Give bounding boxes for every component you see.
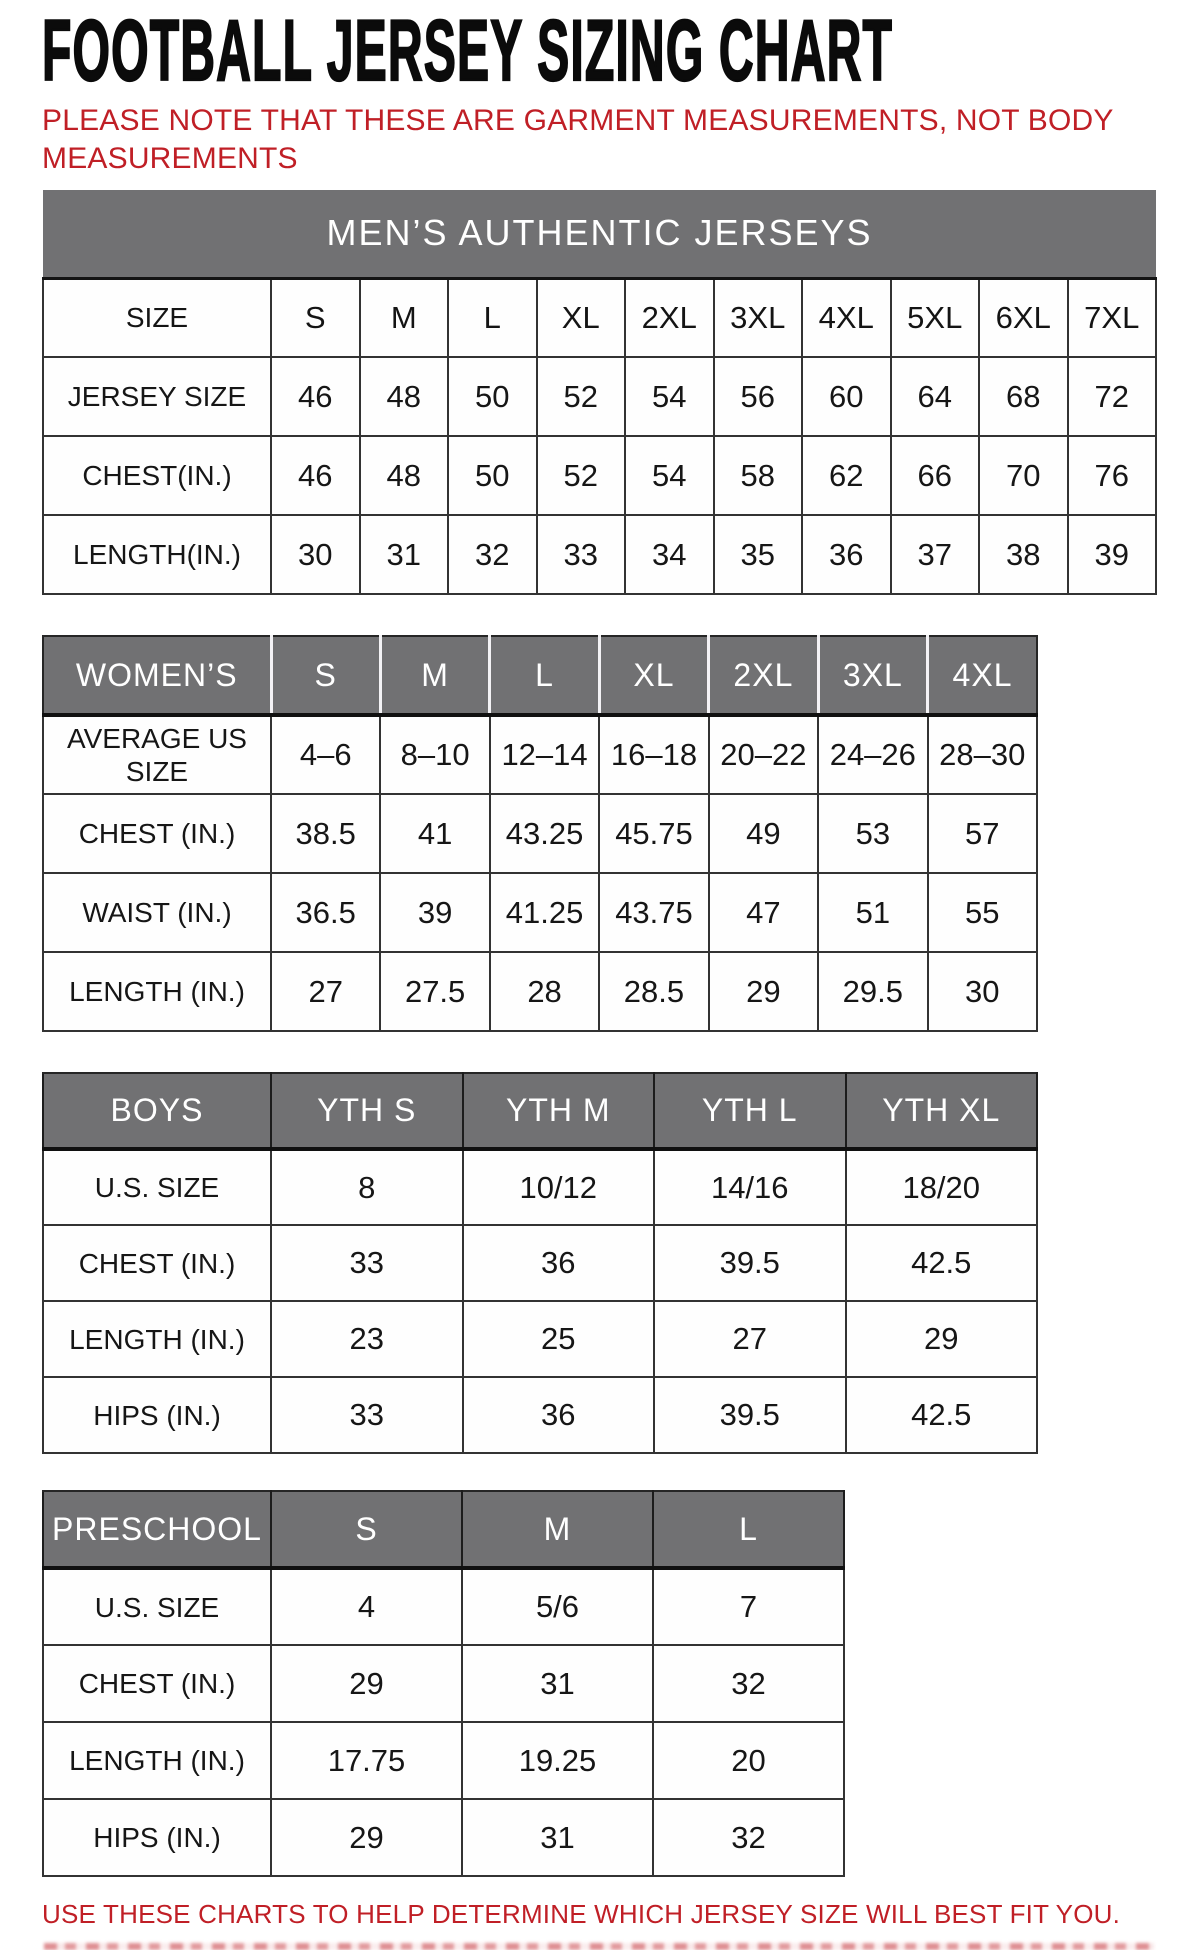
boys-value-cell: 39.5 — [654, 1225, 846, 1301]
mens-value-cell: 38 — [979, 515, 1068, 594]
boys-table-section — [42, 1072, 1158, 1454]
mens-value-cell: 64 — [891, 357, 980, 436]
sizing-chart-page — [0, 3, 1200, 1931]
boys-row-label: LENGTH (IN.) — [43, 1301, 271, 1377]
womens-column-header: 4XL — [928, 636, 1037, 715]
boys-value-cell: 36 — [463, 1377, 655, 1453]
womens-value-cell: 12–14 — [490, 715, 599, 794]
preschool-value-cell: 19.25 — [462, 1722, 653, 1799]
boys-value-cell: 8 — [271, 1149, 463, 1225]
mens-value-cell: 54 — [625, 436, 714, 515]
mens-value-cell: 39 — [1068, 515, 1157, 594]
mens-header-label: SIZE — [43, 278, 271, 357]
mens-column-header: 4XL — [802, 278, 891, 357]
preschool-table-section — [42, 1490, 1158, 1877]
mens-value-cell: 46 — [271, 436, 360, 515]
mens-value-cell: 48 — [360, 357, 449, 436]
preschool-column-header: S — [271, 1491, 462, 1568]
preschool-row-label: LENGTH (IN.) — [43, 1722, 271, 1799]
womens-value-cell: 39 — [380, 873, 489, 952]
mens-value-cell: 37 — [891, 515, 980, 594]
mens-value-cell: 30 — [271, 515, 360, 594]
mens-value-cell: 58 — [714, 436, 803, 515]
mens-table-title: MEN’S AUTHENTIC JERSEYS — [43, 190, 1156, 278]
womens-size-table — [42, 635, 1038, 1032]
womens-data-row — [43, 715, 1037, 794]
mens-value-cell: 56 — [714, 357, 803, 436]
mens-data-row — [43, 436, 1156, 515]
womens-value-cell: 27.5 — [380, 952, 489, 1031]
mens-column-header: 7XL — [1068, 278, 1157, 357]
mens-header-row — [43, 278, 1156, 357]
page-header — [42, 3, 1158, 178]
boys-size-table — [42, 1072, 1038, 1454]
preschool-value-cell: 29 — [271, 1799, 462, 1876]
boys-value-cell: 39.5 — [654, 1377, 846, 1453]
preschool-value-cell: 31 — [462, 1645, 653, 1722]
womens-value-cell: 45.75 — [599, 794, 708, 873]
mens-value-cell: 33 — [537, 515, 626, 594]
boys-data-row — [43, 1225, 1037, 1301]
womens-value-cell: 28 — [490, 952, 599, 1031]
womens-row-label: AVERAGE US SIZE — [43, 715, 271, 794]
boys-value-cell: 25 — [463, 1301, 655, 1377]
preschool-column-header: M — [462, 1491, 653, 1568]
garment-note-line-1: PLEASE NOTE THAT THESE ARE GARMENT MEASUREMENTS, NOT BODY — [42, 104, 1114, 137]
boys-value-cell: 33 — [271, 1377, 463, 1453]
garment-note — [42, 102, 1158, 178]
mens-value-cell: 32 — [448, 515, 537, 594]
boys-row-label: CHEST (IN.) — [43, 1225, 271, 1301]
preschool-header-label: PRESCHOOL — [43, 1491, 271, 1568]
mens-data-row — [43, 515, 1156, 594]
womens-value-cell: 41.25 — [490, 873, 599, 952]
boys-data-row — [43, 1149, 1037, 1225]
womens-data-row — [43, 794, 1037, 873]
preschool-value-cell: 4 — [271, 1568, 462, 1645]
mens-column-header: 6XL — [979, 278, 1068, 357]
boys-value-cell: 42.5 — [846, 1377, 1038, 1453]
preschool-value-cell: 7 — [653, 1568, 844, 1645]
preschool-row-label: U.S. SIZE — [43, 1568, 271, 1645]
mens-value-cell: 34 — [625, 515, 714, 594]
mens-column-header: 5XL — [891, 278, 980, 357]
boys-value-cell: 10/12 — [463, 1149, 655, 1225]
mens-value-cell: 31 — [360, 515, 449, 594]
womens-data-row — [43, 952, 1037, 1031]
mens-value-cell: 72 — [1068, 357, 1157, 436]
womens-column-header: L — [490, 636, 599, 715]
womens-column-header: XL — [599, 636, 708, 715]
mens-value-cell: 46 — [271, 357, 360, 436]
preschool-value-cell: 31 — [462, 1799, 653, 1876]
mens-value-cell: 66 — [891, 436, 980, 515]
womens-value-cell: 36.5 — [271, 873, 380, 952]
mens-value-cell: 35 — [714, 515, 803, 594]
womens-value-cell: 28–30 — [928, 715, 1037, 794]
womens-column-header: 2XL — [709, 636, 818, 715]
womens-value-cell: 43.75 — [599, 873, 708, 952]
mens-column-header: S — [271, 278, 360, 357]
womens-value-cell: 28.5 — [599, 952, 708, 1031]
footer-note: USE THESE CHARTS TO HELP DETERMINE WHICH JERSEY SIZE WILL BEST FIT YOU. — [42, 1899, 1121, 1929]
womens-row-label: LENGTH (IN.) — [43, 952, 271, 1031]
boys-value-cell: 42.5 — [846, 1225, 1038, 1301]
boys-header-label: BOYS — [43, 1073, 271, 1149]
womens-row-label: CHEST (IN.) — [43, 794, 271, 873]
womens-column-header: 3XL — [818, 636, 927, 715]
preschool-row-label: HIPS (IN.) — [43, 1799, 271, 1876]
boys-value-cell: 18/20 — [846, 1149, 1038, 1225]
mens-column-header: 3XL — [714, 278, 803, 357]
mens-column-header: M — [360, 278, 449, 357]
preschool-value-cell: 5/6 — [462, 1568, 653, 1645]
boys-column-header: YTH L — [654, 1073, 846, 1149]
womens-value-cell: 29 — [709, 952, 818, 1031]
boys-value-cell: 23 — [271, 1301, 463, 1377]
mens-value-cell: 62 — [802, 436, 891, 515]
garment-note-line-2: MEASUREMENTS — [42, 142, 298, 175]
boys-value-cell: 29 — [846, 1301, 1038, 1377]
womens-data-row — [43, 873, 1037, 952]
mens-value-cell: 70 — [979, 436, 1068, 515]
womens-value-cell: 24–26 — [818, 715, 927, 794]
boys-data-row — [43, 1301, 1037, 1377]
cropped-text-artifact — [44, 1943, 1154, 1950]
boys-column-header: YTH S — [271, 1073, 463, 1149]
womens-value-cell: 38.5 — [271, 794, 380, 873]
boys-data-row — [43, 1377, 1037, 1453]
womens-value-cell: 29.5 — [818, 952, 927, 1031]
womens-value-cell: 43.25 — [490, 794, 599, 873]
womens-value-cell: 30 — [928, 952, 1037, 1031]
mens-value-cell: 50 — [448, 357, 537, 436]
womens-value-cell: 51 — [818, 873, 927, 952]
womens-header-row — [43, 636, 1037, 715]
womens-value-cell: 57 — [928, 794, 1037, 873]
preschool-value-cell: 17.75 — [271, 1722, 462, 1799]
mens-value-cell: 54 — [625, 357, 714, 436]
mens-value-cell: 50 — [448, 436, 537, 515]
boys-value-cell: 33 — [271, 1225, 463, 1301]
boys-row-label: U.S. SIZE — [43, 1149, 271, 1225]
preschool-row-label: CHEST (IN.) — [43, 1645, 271, 1722]
mens-row-label: JERSEY SIZE — [43, 357, 271, 436]
mens-row-label: LENGTH(IN.) — [43, 515, 271, 594]
preschool-value-cell: 32 — [653, 1799, 844, 1876]
preschool-data-row — [43, 1799, 844, 1876]
preschool-value-cell: 29 — [271, 1645, 462, 1722]
womens-value-cell: 20–22 — [709, 715, 818, 794]
boys-header-row — [43, 1073, 1037, 1149]
mens-value-cell: 52 — [537, 357, 626, 436]
mens-size-table — [42, 190, 1157, 595]
mens-row-label: CHEST(IN.) — [43, 436, 271, 515]
boys-row-label: HIPS (IN.) — [43, 1377, 271, 1453]
preschool-value-cell: 32 — [653, 1645, 844, 1722]
mens-value-cell: 52 — [537, 436, 626, 515]
womens-table-section — [42, 635, 1158, 1032]
preschool-value-cell: 20 — [653, 1722, 844, 1799]
womens-value-cell: 41 — [380, 794, 489, 873]
boys-value-cell: 36 — [463, 1225, 655, 1301]
womens-row-label: WAIST (IN.) — [43, 873, 271, 952]
mens-data-row — [43, 357, 1156, 436]
preschool-data-row — [43, 1722, 844, 1799]
page-title: FOOTBALL JERSEY SIZING CHART — [42, 3, 894, 99]
mens-value-cell: 60 — [802, 357, 891, 436]
womens-header-label: WOMEN’S — [43, 636, 271, 715]
mens-column-header: L — [448, 278, 537, 357]
boys-column-header: YTH XL — [846, 1073, 1038, 1149]
mens-column-header: XL — [537, 278, 626, 357]
boys-column-header: YTH M — [463, 1073, 655, 1149]
womens-value-cell: 49 — [709, 794, 818, 873]
mens-value-cell: 48 — [360, 436, 449, 515]
preschool-data-row — [43, 1568, 844, 1645]
womens-value-cell: 4–6 — [271, 715, 380, 794]
preschool-data-row — [43, 1645, 844, 1722]
boys-value-cell: 14/16 — [654, 1149, 846, 1225]
boys-value-cell: 27 — [654, 1301, 846, 1377]
preschool-size-table — [42, 1490, 845, 1877]
womens-value-cell: 47 — [709, 873, 818, 952]
womens-value-cell: 53 — [818, 794, 927, 873]
womens-value-cell: 27 — [271, 952, 380, 1031]
womens-value-cell: 55 — [928, 873, 1037, 952]
preschool-header-row — [43, 1491, 844, 1568]
preschool-column-header: L — [653, 1491, 844, 1568]
mens-table-section — [42, 190, 1158, 595]
womens-value-cell: 16–18 — [599, 715, 708, 794]
womens-column-header: S — [271, 636, 380, 715]
womens-value-cell: 8–10 — [380, 715, 489, 794]
mens-value-cell: 36 — [802, 515, 891, 594]
mens-value-cell: 76 — [1068, 436, 1157, 515]
mens-banner-row — [43, 190, 1156, 278]
mens-value-cell: 68 — [979, 357, 1068, 436]
mens-column-header: 2XL — [625, 278, 714, 357]
womens-column-header: M — [380, 636, 489, 715]
